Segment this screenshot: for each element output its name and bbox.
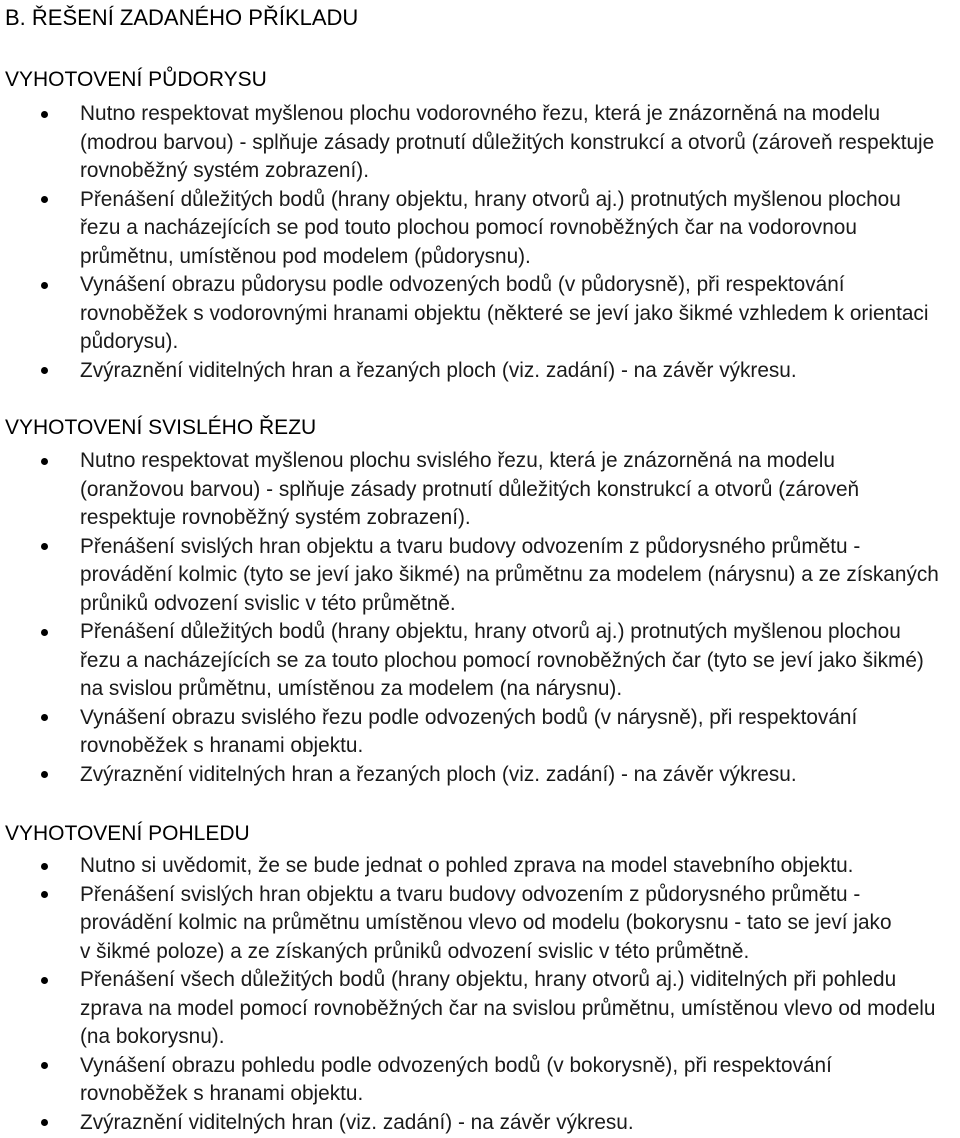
bullet-list [0, 447, 960, 789]
list-item-line: průmětnu, umístěnou pod modelem (půdorysnu). [80, 244, 531, 268]
list-item-line: Nutno si uvědomit, že se bude jednat o pohled zprava na model stavebního objektu. [80, 854, 854, 877]
list-item-line: Zvýraznění viditelných hran (viz. zadání) - na závěr výkresu. [80, 1110, 634, 1134]
list-item [0, 447, 960, 533]
list-item-line: Přenášení všech důležitých bodů (hrany objektu, hrany otvorů aj.) viditelných při pohledu [80, 968, 897, 991]
list-item-line: (na bokorysnu). [80, 1025, 225, 1048]
list-item-line: na svislou průmětnu, umístěnou za modelem (na nárysnu). [80, 677, 623, 700]
list-item-line: respektuje rovnoběžný systém zobrazení). [80, 506, 471, 529]
list-item-line: provádění kolmic (tyto se jeví jako šikmé) na průmětnu za modelem (nárysnu) a ze získaných [80, 563, 939, 586]
list-item [0, 881, 960, 967]
list-item-line: půdorysu). [80, 330, 179, 353]
bullet-list [0, 100, 960, 385]
list-item [0, 966, 960, 1052]
list-item [0, 852, 960, 881]
list-item [0, 704, 960, 761]
list-item-line: Přenášení důležitých bodů (hrany objektu, hrany otvorů aj.) protnutých myšlenou plochou [80, 187, 901, 211]
list-item-line: zprava na model pomocí rovnoběžných čar na svislou průmětnu, umístěnou vlevo od modelu [80, 996, 936, 1020]
list-item [0, 1052, 960, 1109]
list-item [0, 761, 960, 790]
list-item-line: rovnoběžek s vodorovnými hranami objektu (některé se jeví jako šikmé vzhledem k orientaci [80, 301, 929, 325]
section-svisly-rez [0, 414, 960, 789]
section-pudorys [0, 66, 960, 385]
list-item-line: Přenášení svislých hran objektu a tvaru budovy odvozením z půdorysného průmětu - [80, 882, 861, 906]
list-item-line: (oranžovou barvou) - splňuje zásady protnutí důležitých konstrukcí a otvorů (zároveň [80, 477, 860, 501]
list-item [0, 100, 960, 186]
list-item [0, 533, 960, 619]
list-item-line: provádění kolmic na průmětnu umístěnou vlevo od modelu (bokorysnu - tato se jeví jako [80, 911, 892, 934]
list-item [0, 618, 960, 704]
list-item-line: rovnoběžek s hranami objektu. [80, 734, 364, 757]
list-item-line: Přenášení důležitých bodů (hrany objektu, hrany otvorů aj.) protnutých myšlenou plochou [80, 620, 901, 643]
list-item-line: Vynášení obrazu svislého řezu podle odvozených bodů (v nárysně), při respektování [80, 705, 858, 729]
list-item-line: řezu a nacházejících se za touto plochou pomocí rovnoběžných čar (tyto se jeví jako šikmé) [80, 648, 924, 672]
list-item-line: Nutno respektovat myšlenou plochu svislého řezu, která je znázorněná na modelu [80, 449, 835, 472]
list-item [0, 1109, 960, 1138]
list-item-line: rovnoběžný systém zobrazení). [80, 159, 369, 182]
list-item [0, 271, 960, 357]
section-heading: VYHOTOVENÍ PŮDORYSU [5, 68, 267, 91]
list-item-line: Nutno respektovat myšlenou plochu vodorovného řezu, která je znázorněná na modelu [80, 102, 881, 125]
list-item-line: Zvýraznění viditelných hran a řezaných ploch (viz. zadání) - na závěr výkresu. [80, 358, 797, 382]
list-item-line: Přenášení svislých hran objektu a tvaru budovy odvozením z půdorysného průmětu - [80, 534, 861, 558]
page-title: B. ŘEŠENÍ ZADANÉHO PŘÍKLADU [5, 5, 359, 30]
section-heading: VYHOTOVENÍ POHLEDU [5, 822, 250, 845]
list-item [0, 357, 960, 386]
list-item-line: (modrou barvou) - splňuje zásady protnutí důležitých konstrukcí a otvorů (zároveň respektuje [80, 130, 935, 154]
list-item-line: Vynášení obrazu pohledu podle odvozených bodů (v bokorysně), při respektování [80, 1053, 832, 1077]
list-item-line: Vynášení obrazu půdorysu podle odvozených bodů (v půdorysně), při respektování [80, 273, 845, 296]
list-item-line: řezu a nacházejících se pod touto plochou pomocí rovnoběžných čar na vodorovnou [80, 216, 857, 239]
list-item [0, 186, 960, 272]
section-pohled [0, 820, 960, 1137]
list-item-line: průniků odvození svislic v této průmětně. [80, 591, 456, 615]
section-heading: VYHOTOVENÍ SVISLÉHO ŘEZU [5, 416, 317, 439]
list-item-line: rovnoběžek s hranami objektu. [80, 1082, 364, 1105]
bullet-list [0, 852, 960, 1137]
list-item-line: v šikmé poloze) a ze získaných průniků odvození svislic v této průmětně. [80, 939, 750, 963]
list-item-line: Zvýraznění viditelných hran a řezaných ploch (viz. zadání) - na závěr výkresu. [80, 762, 797, 786]
